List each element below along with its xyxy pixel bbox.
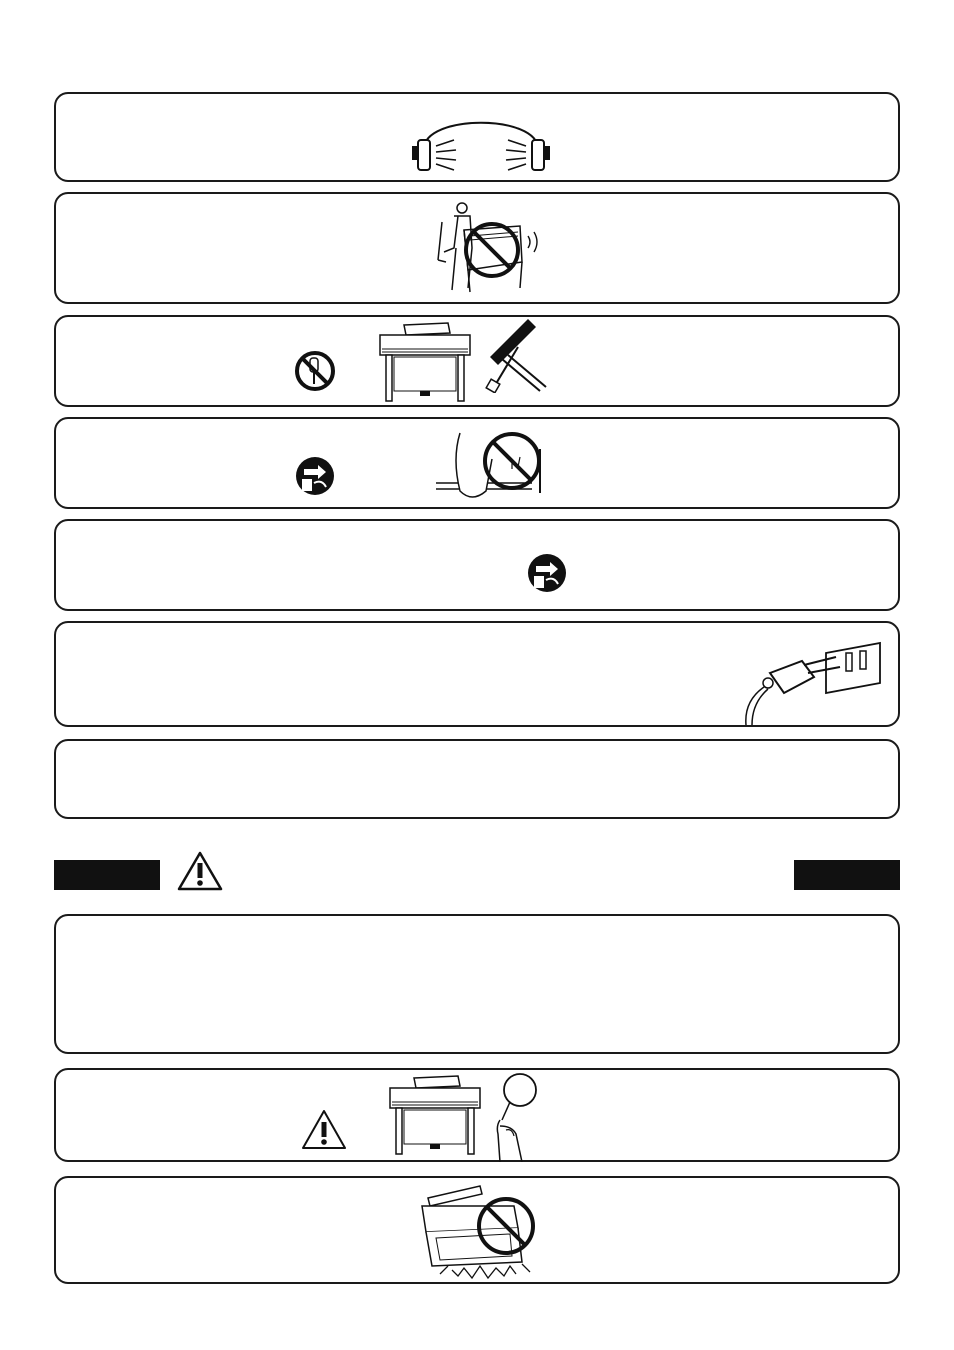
caution-triangle-icon [176,850,224,892]
digital-piano-icon [384,1074,488,1160]
person-moving-piano-prohibited-icon [424,200,554,300]
plug-socket-icon [740,631,890,727]
panel-no-moving [54,192,900,304]
unplug-plug-icon [294,455,336,497]
caution-header-bar-right [794,860,900,890]
panel-unplug [54,519,900,611]
panel-no-disassembly [54,315,900,407]
headphones-icon [410,104,552,174]
no-disassembly-icon [294,350,336,392]
digital-piano-icon [374,321,476,407]
tipping-piano-prohibited-icon [392,1182,548,1286]
panel-grounded-plug [54,621,900,727]
panel-no-tipping [54,1176,900,1284]
caution-header-bar-left [54,860,160,890]
warning-triangle-icon [300,1108,348,1152]
wet-hand-plug-prohibited-icon [432,429,548,505]
panel-blank [54,739,900,819]
unplug-plug-icon [526,552,568,594]
tools-icon [484,317,554,393]
panel-unplug-hand [54,417,900,509]
panel-consult [54,1068,900,1162]
panel-caution-blank [54,914,900,1054]
pointing-hand-icon [492,1072,542,1162]
panel-headphones [54,92,900,182]
